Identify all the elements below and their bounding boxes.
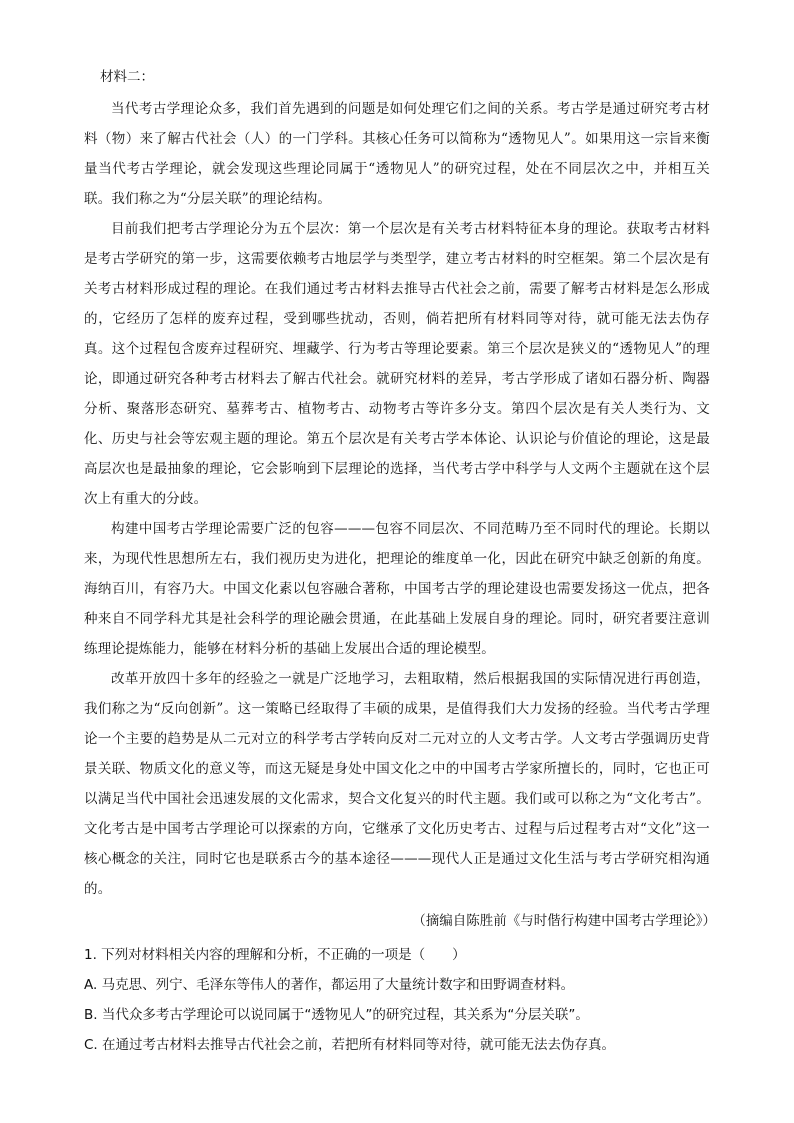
question-stem: 1. 下列对材料相关内容的理解和分析，不正确的一项是（ ） (84, 947, 466, 963)
source-citation: （摘编自陈胜前《与时偕行构建中国考古学理论》） (412, 913, 716, 929)
paragraph-3: 构建中国考古学理论需要广泛的包容———包容不同层次、不同范畴乃至不同时代的理论。长期以来，为现代性思想所左右，我们视历史为进化，把理论的维度单一化，因此在研究中缺乏创新的角度。海纳百川，有容乃大。中国文化素以包容融合著称，中国考古学的理论建设也需要发扬这一优点，把各种来自不同学科尤其是社会科学的理论融会贯通，在此基础上发展自身的理论。同时，研究者要注意训练理论提炼能力，能够在材料分析的基础上发展出合适的理论模型。 (84, 521, 710, 657)
question-option-a: A. 马克思、列宁、毛泽东等伟人的著作，都运用了大量统计数字和田野调查材料。 (84, 977, 575, 993)
paragraph-1: 当代考古学理论众多，我们首先遇到的问题是如何处理它们之间的关系。考古学是通过研究考古材料（物）来了解古代社会（人）的一门学科。其核心任务可以简称为“透物见人”。如果用这一宗旨来衡量当代考古学理论，就会发现这些理论同属于“透物见人”的研究过程，处在不同层次之中，并相互关联。我们称之为“分层关联”的理论结构。 (84, 101, 710, 207)
question-option-b: B. 当代众多考古学理论可以说同属于“透物见人”的研究过程，其关系为“分层关联”。 (84, 1007, 589, 1023)
question-option-c: C. 在通过考古材料去推导古代社会之前，若把所有材料同等对待，就可能无法去伪存真。 (84, 1037, 616, 1053)
paragraph-2: 目前我们把考古学理论分为五个层次：第一个层次是有关考古材料特征本身的理论。获取考古材料是考古学研究的第一步，这需要依赖考古地层学与类型学，建立考古材料的时空框架。第二个层次是有关考古材料形成过程的理论。在我们通过考古材料去推导古代社会之前，需要了解考古材料是怎么形成的，它经历了怎样的废弃过程，受到哪些扰动，否则，倘若把所有材料同等对待，就可能无法去伪存真。这个过程包含废弃过程研究、埋藏学、行为考古等理论要素。第三个层次是狭义的“透物见人”的理论，即通过研究各种考古材料去了解古代社会。就研究材料的差异，考古学形成了诸如石器分析、陶器分析、聚落形态研究、墓葬考古、植物考古、动物考古等许多分支。第四个层次是有关人类行为、文化、历史与社会等宏观主题的理论。第五个层次是有关考古学本体论、认识论与价值论的理论，这是最高层次也是最抽象的理论，它会影响到下层理论的选择，当代考古学中科学与人文两个主题就在这个层次上有重大的分歧。 (84, 221, 710, 507)
paragraph-4: 改革开放四十多年的经验之一就是广泛地学习，去粗取精，然后根据我国的实际情况进行再创造，我们称之为“反向创新”。这一策略已经取得了丰硕的成果，是值得我们大力发扬的经验。当代考古学理论一个主要的趋势是从二元对立的科学考古学转向反对二元对立的人文考古学。人文考古学强调历史背景关联、物质文化的意义等，而这无疑是身处中国文化之中的中国考古学家所擅长的，同时，它也正可以满足当代中国社会迅速发展的文化需求，契合文化复兴的时代主题。我们或可以称之为“文化考古”。文化考古是中国考古学理论可以探索的方向，它继承了文化历史考古、过程与后过程考古对“文化”这一核心概念的关注，同时它也是联系古今的基本途径———现代人正是通过文化生活与考古学研究相沟通的。 (84, 671, 710, 897)
material-heading: 材料二： (100, 69, 154, 85)
